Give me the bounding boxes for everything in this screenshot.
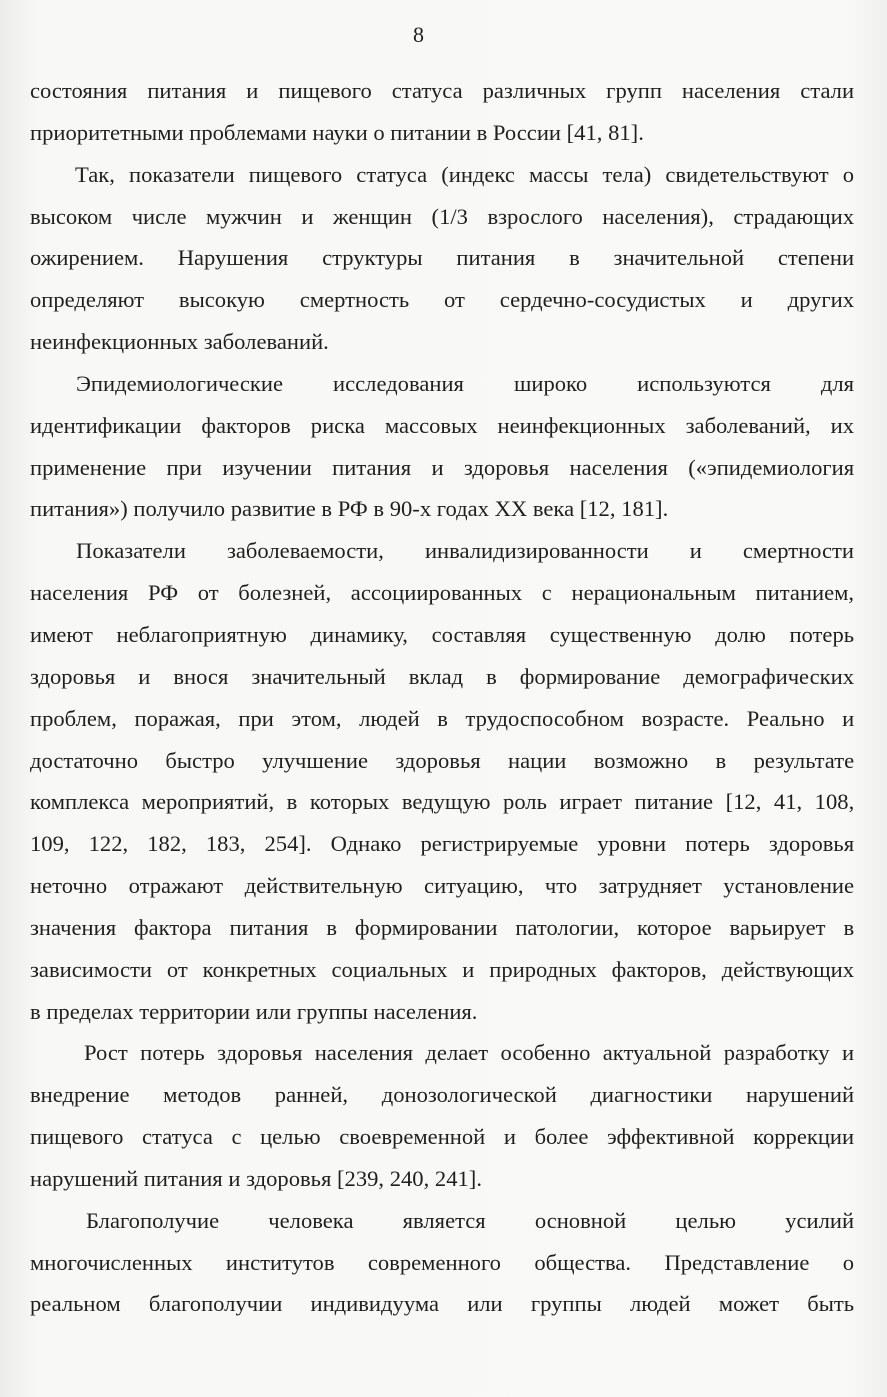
text-line: достаточно быстро улучшение здоровья нации возможно в результате [30, 747, 855, 773]
text-line: населения РФ от болезней, ассоциированных с нерациональным питанием, [30, 580, 855, 606]
text-line: питания») получило развитие в РФ в 90-х годах XX века [12, 181]. [30, 496, 669, 522]
text-line: Так, показатели пищевого статуса (индекс массы тела) свидетельствуют о [75, 161, 855, 187]
text-line: зависимости от конкретных социальных и природных факторов, действующих [30, 956, 855, 982]
text-line: пищевого статуса с целью своевременной и более эффективной коррекции [30, 1124, 855, 1150]
text-line: 109, 122, 182, 183, 254]. Однако регистрируемые уровни потерь здоровья [30, 831, 855, 857]
text-line: реальном благополучии индивидуума или группы людей может быть [30, 1291, 855, 1317]
text-line: комплекса мероприятий, в которых ведущую роль играет питание [12, 41, 108, [30, 789, 855, 815]
paragraph-6 [30, 1200, 854, 1326]
text-line: внедрение методов ранней, донозологической диагностики нарушений [30, 1082, 855, 1108]
text-line: неинфекционных заболеваний. [30, 329, 329, 355]
paragraph-5 [30, 1032, 854, 1199]
text-line: нарушений питания и здоровья [239, 240, 241]. [30, 1165, 482, 1191]
text-line: ожирением. Нарушения структуры питания в значительной степени [30, 245, 855, 271]
text-line: в пределах территории или группы населения. [30, 998, 478, 1024]
text-line: неточно отражают действительную ситуацию, что затрудняет установление [30, 873, 855, 899]
paragraph-4 [30, 530, 854, 1032]
text-line: применение при изучении питания и здоровья населения («эпидемиология [30, 454, 855, 480]
paragraph-3 [30, 363, 854, 530]
page-number: 8 [413, 22, 424, 47]
text-line: Благополучие человека является основной целью усилий [86, 1207, 855, 1233]
paragraph-1 [30, 70, 854, 154]
text-line: многочисленных институтов современного общества. Представление о [30, 1249, 855, 1275]
text-line: высоком числе мужчин и женщин (1/3 взрослого населения), страдающих [30, 203, 855, 229]
text-line: состояния питания и пищевого статуса различных групп населения стали [30, 78, 855, 103]
text-line: идентификации факторов риска массовых неинфекционных заболеваний, их [30, 412, 855, 438]
text-line: проблем, поражая, при этом, людей в трудоспособном возрасте. Реально и [30, 705, 855, 731]
body-text [30, 70, 854, 1325]
text-line: определяют высокую смертность от сердечно-сосудистых и других [30, 287, 855, 313]
text-line: Рост потерь здоровья населения делает особенно актуальной разработку и [84, 1040, 855, 1066]
text-line: имеют неблагоприятную динамику, составляя существенную долю потерь [30, 621, 855, 647]
text-line: приоритетными проблемами науки о питании в России [41, 81]. [30, 119, 644, 145]
text-line: здоровья и внося значительный вклад в формирование демографических [30, 663, 855, 689]
text-line: Показатели заболеваемости, инвалидизированности и смертности [76, 538, 855, 564]
paragraph-2 [30, 154, 854, 363]
text-line: Эпидемиологические исследования широко используются для [76, 370, 855, 396]
text-line: значения фактора питания в формировании патологии, которое варьирует в [30, 914, 855, 940]
